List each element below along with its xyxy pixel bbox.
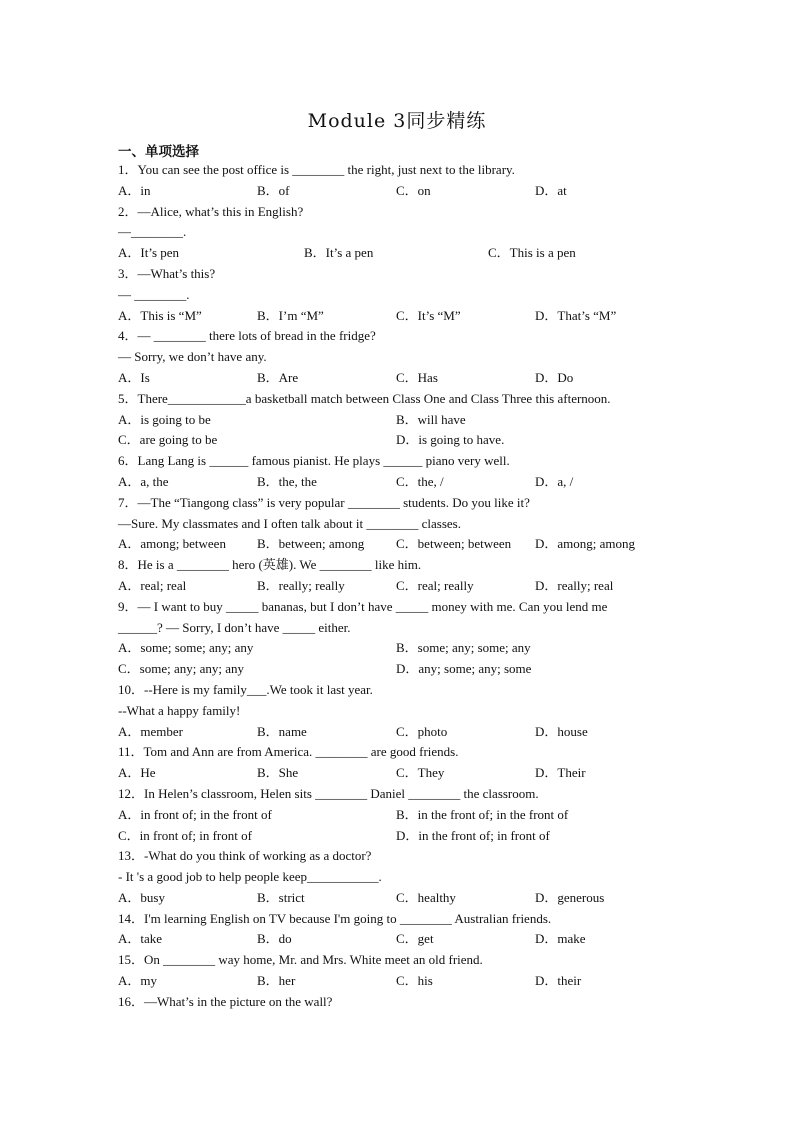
- answer-option[interactable]: D．is going to have.: [396, 432, 505, 448]
- options-row: [118, 888, 678, 909]
- answer-option[interactable]: A．He: [118, 765, 156, 781]
- answer-option[interactable]: B．I’m “M”: [257, 307, 324, 323]
- page-title: Module 3同步精练: [307, 110, 487, 132]
- answer-option[interactable]: D．really; real: [535, 577, 614, 593]
- answer-option[interactable]: A．take: [118, 931, 163, 947]
- options-row: [118, 410, 678, 431]
- answer-option[interactable]: B．do: [257, 931, 292, 947]
- answer-option[interactable]: B．the, the: [257, 473, 317, 489]
- answer-option[interactable]: D．Do: [535, 369, 574, 385]
- question-text: 9．— I want to buy _____ bananas, but I don’t have _____ money with me. Can you lend me: [118, 598, 608, 614]
- answer-option[interactable]: B．of: [257, 182, 290, 198]
- answer-option[interactable]: B．It’s a pen: [304, 245, 374, 261]
- options-row: [118, 971, 678, 992]
- answer-option[interactable]: A．a, the: [118, 473, 169, 489]
- answer-option[interactable]: A．real; real: [118, 577, 187, 593]
- question-text: --What a happy family!: [118, 702, 241, 718]
- answer-option[interactable]: C．are going to be: [118, 432, 218, 448]
- answer-option[interactable]: B．some; any; some; any: [396, 640, 531, 656]
- question-text: 3．—What’s this?: [118, 265, 216, 281]
- options-row: [118, 534, 678, 555]
- answer-option[interactable]: B．Are: [257, 369, 299, 385]
- answer-option[interactable]: D．among; among: [535, 536, 636, 552]
- answer-option[interactable]: B．really; really: [257, 577, 345, 593]
- answer-option[interactable]: A．member: [118, 723, 183, 739]
- options-row: [118, 826, 678, 847]
- question-text: — Sorry, we don’t have any.: [118, 349, 267, 365]
- question-text: 2．—Alice, what’s this in English?: [118, 203, 304, 219]
- answer-option[interactable]: D．at: [535, 182, 567, 198]
- options-row: [118, 929, 678, 950]
- question-text: 14．I'm learning English on TV because I'm going to ________ Australian friends.: [118, 910, 552, 926]
- question-text: - It 's a good job to help people keep___________.: [118, 869, 382, 885]
- answer-option[interactable]: C．get: [396, 931, 434, 947]
- section-heading: 一、单项选择: [118, 144, 199, 160]
- answer-option[interactable]: D．in the front of; in front of: [396, 827, 550, 843]
- answer-option[interactable]: A．among; between: [118, 536, 226, 552]
- question-text: — ________.: [118, 286, 190, 302]
- options-row: [118, 576, 678, 597]
- question-text: 1．You can see the post office is ________ the right, just next to the library.: [118, 162, 515, 177]
- answer-option[interactable]: B．will have: [396, 411, 466, 427]
- answer-option[interactable]: D．make: [535, 931, 586, 947]
- question-text: —Sure. My classmates and I often talk about it ________ classes.: [118, 515, 461, 531]
- answer-option[interactable]: B．name: [257, 723, 307, 739]
- answer-option[interactable]: A．busy: [118, 889, 165, 905]
- answer-option[interactable]: B．She: [257, 765, 299, 781]
- answer-option[interactable]: C．Has: [396, 369, 438, 385]
- answer-option[interactable]: A．in: [118, 182, 151, 198]
- question-text: 13．-What do you think of working as a doctor?: [118, 848, 372, 864]
- question-text: 7．—The “Tiangong class” is very popular ________ students. Do you like it?: [118, 494, 530, 510]
- answer-option[interactable]: C．This is a pen: [488, 245, 576, 261]
- answer-option[interactable]: A．This is “M”: [118, 307, 202, 323]
- options-row: [118, 722, 678, 743]
- answer-option[interactable]: D．their: [535, 973, 582, 989]
- answer-option[interactable]: D．That’s “M”: [535, 307, 617, 323]
- options-row: [118, 805, 678, 826]
- answer-option[interactable]: B．between; among: [257, 536, 365, 552]
- answer-option[interactable]: C．between; between: [396, 536, 512, 552]
- answer-option[interactable]: D．generous: [535, 889, 605, 905]
- answer-option[interactable]: C．on: [396, 182, 431, 198]
- answer-option[interactable]: C．his: [396, 973, 433, 989]
- question-text: 16．—What’s in the picture on the wall?: [118, 993, 333, 1009]
- options-row: [118, 306, 678, 327]
- answer-option[interactable]: A．Is: [118, 369, 150, 385]
- answer-option[interactable]: C．healthy: [396, 889, 456, 905]
- answer-option[interactable]: C．real; really: [396, 577, 474, 593]
- question-text: ______? — Sorry, I don’t have _____ either.: [118, 619, 351, 635]
- question-text: 6．Lang Lang is ______ famous pianist. He plays ______ piano very well.: [118, 453, 510, 469]
- options-row: [118, 243, 678, 264]
- question-text: 15．On ________ way home, Mr. and Mrs. White meet an old friend.: [118, 952, 483, 968]
- answer-option[interactable]: B．in the front of; in the front of: [396, 806, 569, 822]
- answer-option[interactable]: C．the, /: [396, 473, 444, 489]
- options-row: [118, 638, 678, 659]
- question-text: 5．There____________a basketball match between Class One and Class Three this afternoon.: [118, 390, 611, 406]
- answer-option[interactable]: B．strict: [257, 889, 305, 905]
- answer-option[interactable]: C．some; any; any; any: [118, 661, 245, 677]
- options-row: [118, 368, 678, 389]
- question-list: [118, 160, 678, 1013]
- answer-option[interactable]: C．They: [396, 765, 445, 781]
- question-text: 11．Tom and Ann are from America. ________ are good friends.: [118, 744, 459, 760]
- options-row: [118, 430, 678, 451]
- answer-option[interactable]: A．is going to be: [118, 411, 211, 427]
- options-row: [118, 181, 678, 202]
- answer-option[interactable]: C．photo: [396, 723, 448, 739]
- answer-option[interactable]: A．It’s pen: [118, 245, 180, 261]
- answer-option[interactable]: D．Their: [535, 765, 586, 781]
- answer-option[interactable]: A．my: [118, 973, 158, 989]
- answer-option[interactable]: D．a, /: [535, 473, 574, 489]
- options-row: [118, 472, 678, 493]
- answer-option[interactable]: B．her: [257, 973, 296, 989]
- question-text: —________.: [118, 224, 187, 240]
- answer-option[interactable]: C．in front of; in front of: [118, 827, 252, 843]
- options-row: [118, 763, 678, 784]
- answer-option[interactable]: D．house: [535, 723, 588, 739]
- question-text: 10．--Here is my family___.We took it last year.: [118, 681, 373, 697]
- answer-option[interactable]: A．in front of; in the front of: [118, 806, 272, 822]
- question-text: 4．— ________ there lots of bread in the fridge?: [118, 328, 376, 344]
- answer-option[interactable]: C．It’s “M”: [396, 307, 461, 323]
- question-text: 8．He is a ________ hero (英雄). We ________ like him.: [118, 557, 422, 573]
- question-text: 12．In Helen’s classroom, Helen sits ________ Daniel ________ the classroom.: [118, 785, 539, 801]
- answer-option[interactable]: A．some; some; any; any: [118, 640, 254, 656]
- options-row: [118, 659, 678, 680]
- answer-option[interactable]: D．any; some; any; some: [396, 661, 532, 677]
